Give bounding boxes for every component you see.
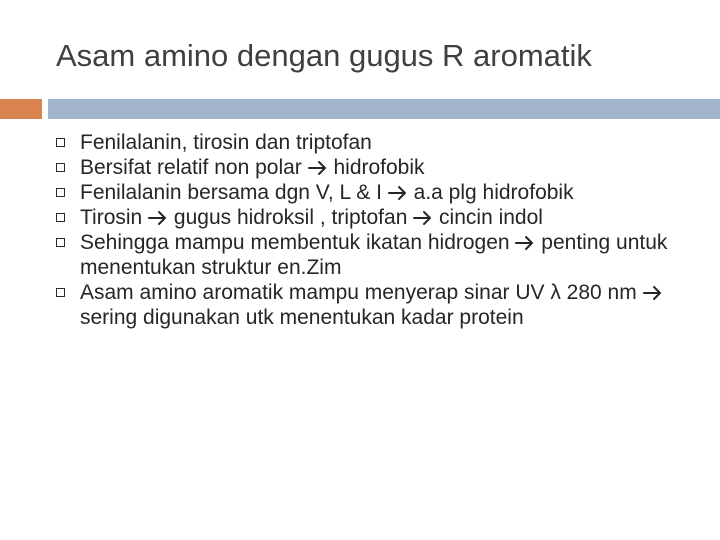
hollow-square-bullet-icon: [56, 213, 65, 222]
hollow-square-bullet-icon: [56, 188, 65, 197]
right-arrow-icon: [413, 210, 433, 226]
bullet-text: hidrofobik: [327, 156, 425, 179]
bullet-item: [56, 205, 696, 230]
hollow-square-bullet-icon: [56, 288, 65, 297]
bullet-text: penting untuk menentukan struktur en.Zim: [80, 231, 668, 279]
right-arrow-icon: [308, 160, 328, 176]
bullet-text: cincin indol: [433, 206, 543, 229]
slide-title: Asam amino dengan gugus R aromatik: [56, 38, 592, 73]
hollow-square-bullet-icon: [56, 163, 65, 172]
hollow-square-bullet-icon: [56, 238, 65, 247]
right-arrow-icon: [643, 285, 663, 301]
bullet-item: [56, 280, 696, 330]
bullet-item: [56, 155, 696, 180]
bullet-text: Fenilalanin, tirosin dan triptofan: [80, 131, 372, 154]
right-arrow-icon: [515, 235, 535, 251]
bullet-text: a.a plg hidrofobik: [407, 181, 574, 204]
bullet-item: [56, 130, 696, 155]
right-arrow-icon: [148, 210, 168, 226]
bullet-text: Tirosin: [80, 206, 143, 229]
accent-bar: [0, 99, 42, 119]
bullet-item: [56, 230, 696, 280]
hollow-square-bullet-icon: [56, 138, 65, 147]
bullet-text: Asam amino aromatik mampu menyerap sinar UV λ 280 nm: [80, 281, 637, 304]
bullet-text: Sehingga mampu membentuk ikatan hidrogen: [80, 231, 510, 254]
bullet-item: [56, 180, 696, 205]
bullet-text: gugus hidroksil , triptofan: [168, 206, 408, 229]
header-bar: [48, 99, 720, 119]
bullet-list: [56, 130, 696, 330]
bullet-text: Bersifat relatif non polar: [80, 156, 302, 179]
right-arrow-icon: [388, 185, 408, 201]
bullet-text: sering digunakan utk menentukan kadar protein: [80, 306, 524, 329]
bullet-text: Fenilalanin bersama dgn V, L & I: [80, 181, 382, 204]
